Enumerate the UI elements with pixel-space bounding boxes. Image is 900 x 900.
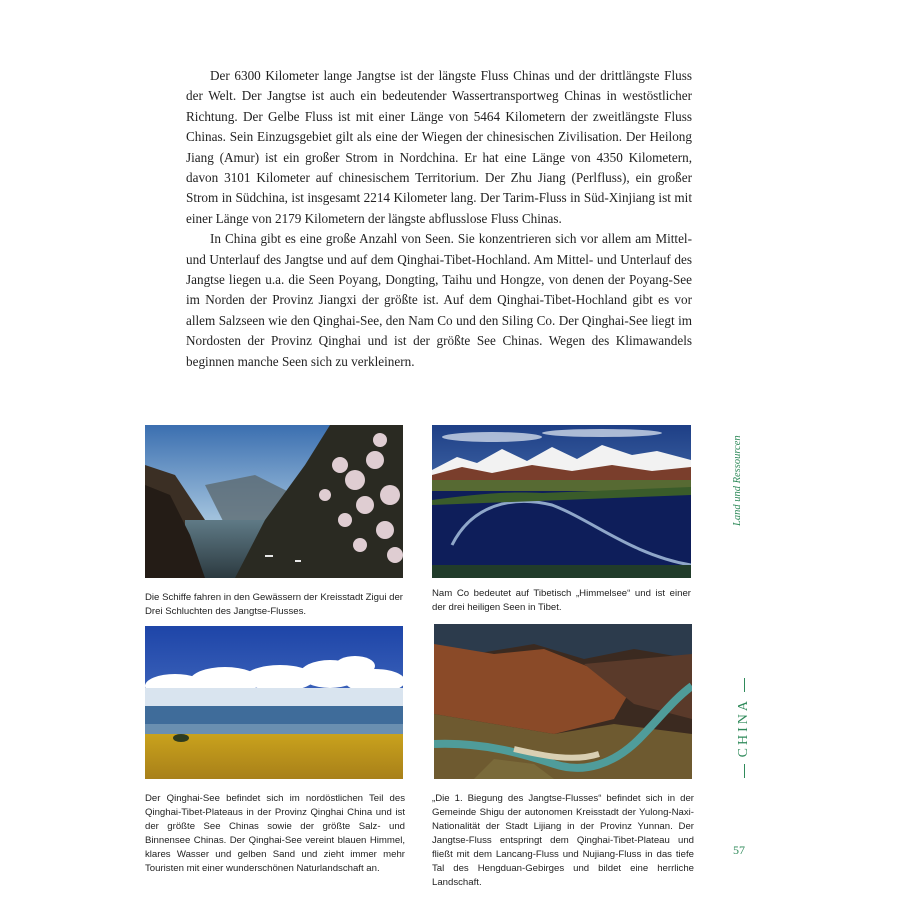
caption-nam-co: Nam Co bedeutet auf Tibetisch „Himmelsee“ und ist einer der drei heiligen Seen in Tibet. [432, 588, 691, 613]
photo-nam-co [432, 425, 691, 578]
photo-zigui-gorge [145, 425, 403, 578]
photo-qinghai-lake [145, 626, 403, 779]
country-marker [732, 678, 756, 778]
section-title: Land und Ressourcen [732, 435, 743, 527]
country-label: CHINA [736, 698, 751, 758]
caption-yangtze-bend: „Die 1. Biegung des Jangtse-Flusses“ befindet sich in der Gemeinde Shigu der autonomen Kreisstadt der Yulong-Naxi-Nationalität der Stadt Lijiang in der Provinz Yunnan. Der Jangtse-Fluss entspringt dem Qinghai-Tibet-Plateau und fließt mit dem Lancang-Fluss und Nujiang-Fluss in das tiefe Tal des Hengduan-Gebirges und bildet eine herrliche Landschaft. [432, 793, 694, 888]
caption-zigui: Die Schiffe fahren in den Gewässern der Kreisstadt Zigui der Drei Schluchten des Jangtse-Flusses. [145, 592, 403, 617]
page-number: 57 [733, 843, 745, 857]
photo-yangtze-first-bend [434, 624, 692, 779]
body-text [186, 66, 692, 372]
caption-qinghai: Der Qinghai-See befindet sich im nordöstlichen Teil des Qinghai-Tibet-Plateaus in der Provinz Qinghai China und ist der größte See Chinas sowie der größte Salz- und Binnensee Chinas. Der Qinghai-See vereint blauen Himmel, klares Wasser und gelben Sand und zieht immer mehr Touristen mit einer wunderschönen Naturlandschaft an. [145, 793, 405, 874]
divider-bottom [744, 764, 745, 778]
paragraph-lakes: In China gibt es eine große Anzahl von Seen. Sie konzentrieren sich vor allem am Mittel- und Unterlauf des Jangtse und auf dem Qinghai-Tibet-Hochland. Am Mittel- und Unterlauf des Jangtse liegen u.a. die Seen Poyang, Dongting, Taihu und Hongze, von denen der Poyang-See im Norden der Provinz Jiangxi der größte ist. Auf dem Qinghai-Tibet-Hochland gibt es vor allem Salzseen wie den Qinghai-See, den Nam Co und den Siling Co. Der Qinghai-See liegt im Nordosten der Provinz Qinghai und ist der größte See Chinas. Wegen des Klimawandels beginnen manche Seen sich zu verkleinern. [186, 231, 692, 369]
paragraph-rivers: Der 6300 Kilometer lange Jangtse ist der längste Fluss Chinas und der drittlängste Fluss der Welt. Der Jangtse ist auch ein bedeutender Wassertransportweg Chinas in westöstlicher Richtung. Der Gelbe Fluss ist mit einer Länge von 5464 Kilometern der zweitlängste Fluss Chinas. Sein Einzugsgebiet gilt als eine der Wiegen der chinesischen Zivilisation. Der Heilong Jiang (Amur) ist ein großer Strom in Nordchina. Er hat eine Länge von 4350 Kilometern, davon 3101 Kilometer auf chinesischem Territorium. Der Zhu Jiang (Perlfluss), ein großer Strom in Südchina, ist insgesamt 2214 Kilometer lang. Der Tarim-Fluss in Süd-Xinjiang ist mit einer Länge von 2179 Kilometern der längste abflusslose Fluss Chinas. [186, 68, 692, 226]
divider-top [744, 678, 745, 692]
